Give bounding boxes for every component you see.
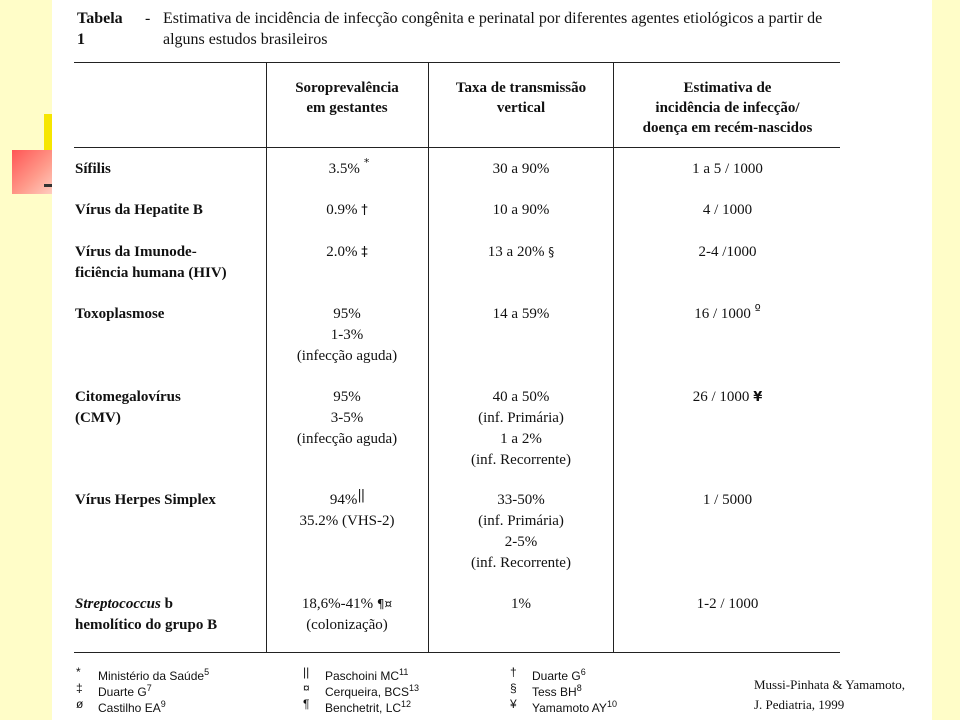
- soro-value: 95%: [333, 389, 361, 405]
- reference-name: Tess BH: [532, 685, 577, 699]
- est-value: 1 / 5000: [702, 492, 753, 508]
- header-taxa-line1: Taxa de transmissão: [455, 80, 587, 96]
- reference-item: [76, 696, 276, 715]
- footnote-mark: *: [363, 156, 370, 169]
- soro-value: 3-5%: [330, 410, 364, 426]
- table-row-agent: [75, 594, 265, 636]
- footnote-mark: ¥: [753, 390, 763, 405]
- est-value: 4 / 1000: [702, 202, 753, 218]
- taxa-value: 10 a 90%: [492, 202, 550, 218]
- table-row-estimativa: [615, 304, 840, 325]
- reference-name: Ministério da Saúde: [98, 669, 205, 683]
- column-divider-1: [266, 62, 267, 652]
- taxa-value: 33-50%: [497, 492, 545, 508]
- reference-name: Paschoini MC: [325, 669, 400, 683]
- reference-symbol: §: [510, 681, 517, 695]
- agent-name-italic: Streptococcus: [75, 596, 161, 612]
- reference-list-col3: [510, 664, 710, 715]
- table-label: Tabela 1: [77, 10, 123, 48]
- decorative-red-block: [12, 150, 57, 194]
- table-row-taxa: [430, 387, 612, 471]
- table-row-estimativa: [615, 200, 840, 221]
- table-top-rule: [74, 62, 840, 63]
- table-row-taxa: [430, 200, 612, 221]
- header-estimativa: [615, 78, 840, 138]
- agent-name: Sífilis: [75, 161, 111, 177]
- reference-symbol: ¶: [303, 697, 310, 711]
- taxa-note: (inf. Primária): [478, 410, 564, 426]
- reference-number: 12: [401, 699, 412, 709]
- soro-value: 2.0%: [326, 244, 358, 260]
- table-row-soroprevalencia: [268, 594, 426, 636]
- taxa-value: 30 a 90%: [492, 161, 550, 177]
- taxa-value: 1 a 2%: [500, 431, 542, 447]
- table-row-agent: [75, 387, 265, 429]
- citation-authors: Mussi-Pinhata & Yamamoto,: [754, 677, 905, 692]
- table-row-estimativa: [615, 159, 840, 180]
- reference-item: [303, 696, 503, 715]
- agent-name-line2: ficiência humana (HIV): [75, 265, 227, 281]
- reference-symbol: ‡: [76, 681, 83, 695]
- agent-name-suffix: b: [160, 596, 173, 612]
- table-bottom-rule: [74, 652, 840, 653]
- taxa-note: (inf. Recorrente): [471, 555, 571, 571]
- soro-value: 1-3%: [330, 327, 364, 343]
- header-soro-line1: Soroprevalência: [295, 80, 399, 96]
- table-row-soroprevalencia: [268, 242, 426, 263]
- table-row-soroprevalencia: [268, 387, 426, 450]
- reference-number: 13: [409, 683, 420, 693]
- reference-name: Duarte G: [98, 685, 147, 699]
- reference-symbol: ¥: [510, 697, 517, 711]
- table-row-agent: [75, 490, 265, 511]
- header-est-line3: doença em recém-nascidos: [642, 120, 813, 136]
- reference-list-col1: [76, 664, 276, 715]
- reference-number: 11: [399, 667, 409, 677]
- agent-name-line2: (CMV): [75, 410, 121, 426]
- reference-name: Cerqueira, BCS: [325, 685, 410, 699]
- title-dash: -: [145, 10, 151, 27]
- agent-name: Toxoplasmose: [75, 306, 165, 322]
- table-row-soroprevalencia: [268, 490, 426, 532]
- header-soro-line2: em gestantes: [306, 100, 388, 116]
- est-value: 26 / 1000: [692, 389, 750, 405]
- footnote-mark: †: [361, 203, 368, 218]
- table-row-estimativa: [615, 594, 840, 615]
- table-row-taxa: [430, 159, 612, 180]
- table-row-taxa: [430, 490, 612, 574]
- reference-item: [510, 696, 710, 715]
- table-row-agent: [75, 159, 265, 180]
- table-row-soroprevalencia: [268, 304, 426, 367]
- column-divider-2: [428, 62, 429, 652]
- footnote-mark: º: [754, 303, 761, 318]
- soro-value: 3.5%: [328, 161, 360, 177]
- table-row-taxa: [430, 594, 612, 615]
- soro-note: (infecção aguda): [296, 431, 398, 447]
- column-divider-3: [613, 62, 614, 652]
- reference-number: 5: [204, 667, 210, 677]
- soro-value: 35.2% (VHS-2): [299, 513, 395, 529]
- taxa-note: (inf. Primária): [478, 513, 564, 529]
- soro-value: 18,6%-41%: [301, 596, 374, 612]
- taxa-value: 2-5%: [504, 534, 538, 550]
- reference-symbol: ¤: [303, 681, 310, 695]
- reference-number: 9: [160, 699, 166, 709]
- reference-item: [510, 680, 710, 699]
- soro-note: (colonização): [306, 617, 388, 633]
- reference-item: [76, 664, 276, 683]
- soro-value: 0.9%: [326, 202, 358, 218]
- table-caption: Estimativa de incidência de infecção congênita e perinatal por diferentes agentes etiológicos a partir de alguns estudos brasileiros: [163, 10, 823, 48]
- reference-name: Yamamoto AY: [532, 701, 607, 715]
- est-value: 1-2 / 1000: [696, 596, 759, 612]
- reference-number: 10: [606, 699, 617, 709]
- table-row-estimativa: [615, 490, 840, 511]
- source-citation: [754, 675, 905, 715]
- reference-item: [303, 680, 503, 699]
- taxa-note: (inf. Recorrente): [471, 452, 571, 468]
- table-row-estimativa: [615, 387, 840, 408]
- reference-item: [76, 680, 276, 699]
- agent-name: Vírus Herpes Simplex: [75, 492, 216, 508]
- reference-symbol: †: [510, 665, 517, 679]
- soro-value: 95%: [333, 306, 361, 322]
- footnote-mark: ‡: [361, 245, 368, 260]
- reference-number: 7: [146, 683, 152, 693]
- footnote-mark: §: [548, 245, 555, 259]
- agent-name-line1: Vírus da Imunode-: [75, 244, 197, 260]
- reference-symbol: ø: [76, 697, 84, 711]
- citation-journal: J. Pediatria, 1999: [754, 697, 845, 712]
- agent-name-line1: Citomegalovírus: [75, 389, 181, 405]
- agent-name-line2: hemolítico do grupo B: [75, 617, 218, 633]
- header-taxa-transmissao: [430, 78, 612, 118]
- reference-name: Benchetrit, LC: [325, 701, 402, 715]
- reference-number: 8: [576, 683, 582, 693]
- agent-name: Vírus da Hepatite B: [75, 202, 203, 218]
- header-est-line2: incidência de infecção/: [655, 100, 800, 116]
- table-row-estimativa: [615, 242, 840, 263]
- soro-note: (infecção aguda): [296, 348, 398, 364]
- reference-list-col2: [303, 664, 503, 715]
- reference-item: [303, 664, 503, 683]
- reference-symbol: *: [76, 665, 81, 679]
- taxa-value: 14 a 59%: [492, 306, 550, 322]
- footnote-mark: ||: [357, 488, 365, 503]
- table-row-soroprevalencia: [268, 156, 426, 180]
- table-row-agent: [75, 242, 265, 284]
- taxa-value: 40 a 50%: [492, 389, 550, 405]
- table-row-soroprevalencia: [268, 200, 426, 221]
- table-row-agent: [75, 304, 265, 325]
- reference-symbol: ||: [303, 665, 310, 679]
- reference-name: Duarte G: [532, 669, 581, 683]
- est-value: 1 a 5 / 1000: [692, 161, 763, 177]
- taxa-value: 1%: [511, 596, 531, 612]
- table-row-taxa: [430, 304, 612, 325]
- header-taxa-line2: vertical: [496, 100, 546, 116]
- est-value: 2-4 /1000: [698, 244, 757, 260]
- reference-item: [510, 664, 710, 683]
- soro-value: 94%: [329, 492, 358, 508]
- est-value: 16 / 1000: [694, 306, 751, 322]
- table-row-taxa: [430, 242, 612, 263]
- header-est-line1: Estimativa de: [683, 80, 772, 96]
- taxa-value: 13 a 20%: [487, 244, 545, 260]
- header-soroprevalencia: [268, 78, 426, 118]
- footnote-mark: ¶¤: [376, 597, 393, 611]
- header-bottom-rule: [74, 147, 840, 148]
- reference-number: 6: [580, 667, 586, 677]
- reference-name: Castilho EA: [98, 701, 161, 715]
- table-row-agent: [75, 200, 265, 221]
